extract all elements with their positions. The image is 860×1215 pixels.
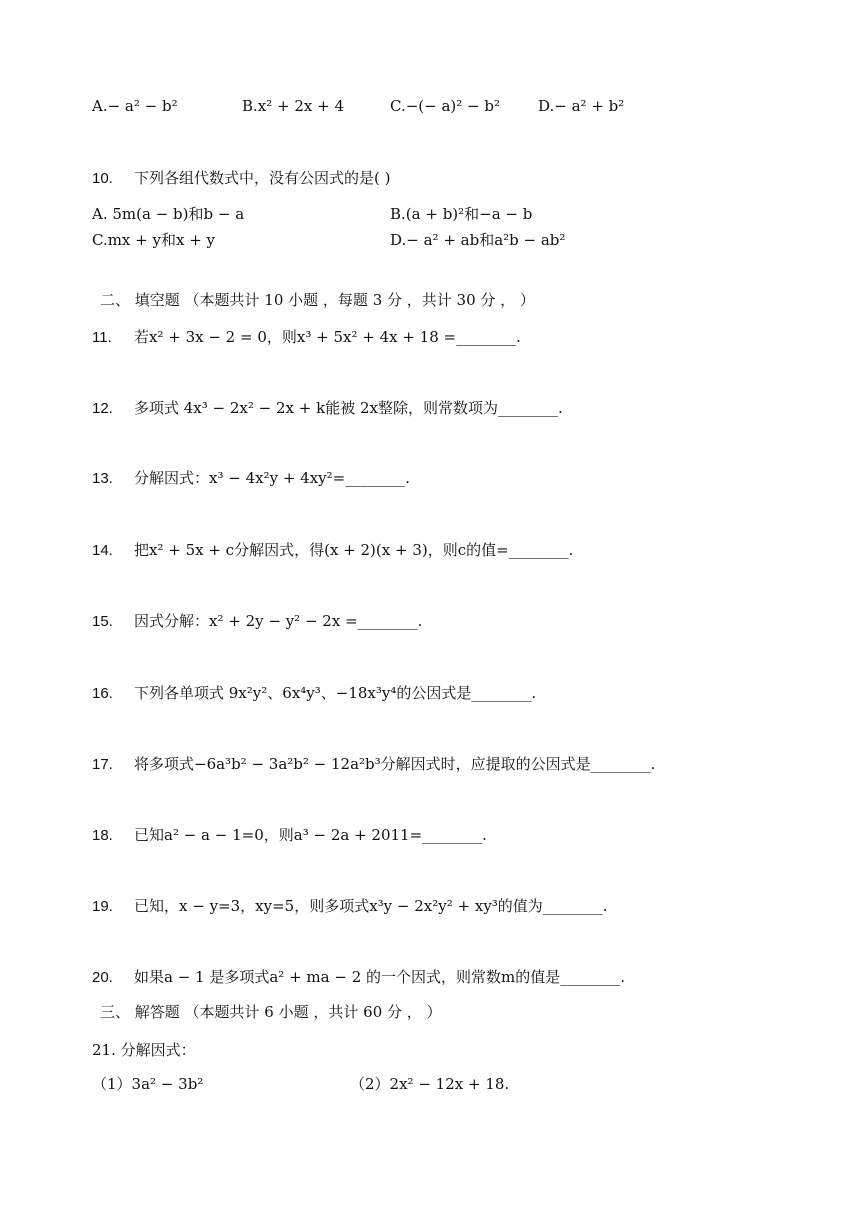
- question-number: 20.: [92, 969, 113, 986]
- question-text: 因式分解：x² + 2y − y² − 2x =________.: [134, 612, 423, 630]
- question-16: [92, 683, 536, 704]
- question-14: [92, 540, 573, 561]
- question-number: 15.: [92, 613, 113, 630]
- question-number: 10.: [92, 170, 113, 187]
- q21-part-2: （2）2x² − 12x + 18.: [350, 1075, 510, 1093]
- question-17: [92, 754, 655, 775]
- question-number: 13.: [92, 470, 113, 487]
- question-13: [92, 468, 410, 489]
- q10-option-d: D.− a² + ab和a²b − ab²: [390, 231, 566, 249]
- question-21-title: 21. 分解因式：: [92, 1041, 196, 1059]
- question-number: 11.: [92, 329, 112, 346]
- question-10: [92, 168, 390, 189]
- question-text: 将多项式−6a³b² − 3a²b² − 12a²b³分解因式时，应提取的公因式是________.: [134, 755, 656, 773]
- question-text: 已知a² − a − 1=0，则a³ − 2a + 2011=________.: [134, 826, 487, 844]
- question-12: [92, 398, 563, 419]
- question-text: 下列各组代数式中，没有公因式的是( ): [134, 169, 391, 187]
- question-text: 如果a − 1 是多项式a² + ma − 2 的一个因式，则常数m的值是________.: [134, 968, 625, 986]
- question-19: [92, 896, 608, 917]
- question-number: 17.: [92, 756, 113, 773]
- question-number: 18.: [92, 827, 113, 844]
- question-number: 12.: [92, 400, 113, 417]
- question-number: 16.: [92, 685, 113, 702]
- q9-option-c: C.−(− a)² − b²: [390, 97, 500, 115]
- question-text: 分解因式：x³ − 4x²y + 4xy²=________.: [134, 469, 410, 487]
- question-number: 19.: [92, 898, 113, 915]
- question-text: 已知，x − y=3，xy=5，则多项式x³y − 2x²y² + xy³的值为________.: [134, 897, 608, 915]
- question-15: [92, 611, 422, 632]
- q9-option-a: A.− a² − b²: [92, 97, 178, 115]
- section-heading-fill-in: 二、 填空题 （本题共计 10 小题 ，每题 3 分 ，共计 30 分 ， ）: [100, 291, 535, 309]
- question-20: [92, 967, 625, 988]
- question-text: 多项式 4x³ − 2x² − 2x + k能被 2x整除，则常数项为________.: [134, 399, 563, 417]
- question-text: 把x² + 5x + c分解因式，得(x + 2)(x + 3)，则c的值=________.: [134, 541, 574, 559]
- q10-option-b: B.(a + b)²和−a − b: [390, 205, 533, 223]
- question-text: 下列各单项式 9x²y²、6x⁴y³、−18x³y⁴的公因式是________.: [134, 684, 537, 702]
- question-text: 若x² + 3x − 2 = 0，则x³ + 5x² + 4x + 18 =________.: [134, 328, 521, 346]
- q10-option-a: A. 5m(a − b)和b − a: [92, 205, 245, 223]
- q9-option-d: D.− a² + b²: [538, 97, 625, 115]
- section-heading-solutions: 三、 解答题 （本题共计 6 小题 ，共计 60 分 ， ）: [100, 1003, 442, 1021]
- q21-part-1: （1）3a² − 3b²: [92, 1075, 204, 1093]
- question-18: [92, 825, 487, 846]
- q9-option-b: B.x² + 2x + 4: [242, 97, 345, 115]
- q10-option-c: C.mx + y和x + y: [92, 231, 216, 249]
- question-11: [92, 327, 521, 348]
- question-number: 14.: [92, 542, 113, 559]
